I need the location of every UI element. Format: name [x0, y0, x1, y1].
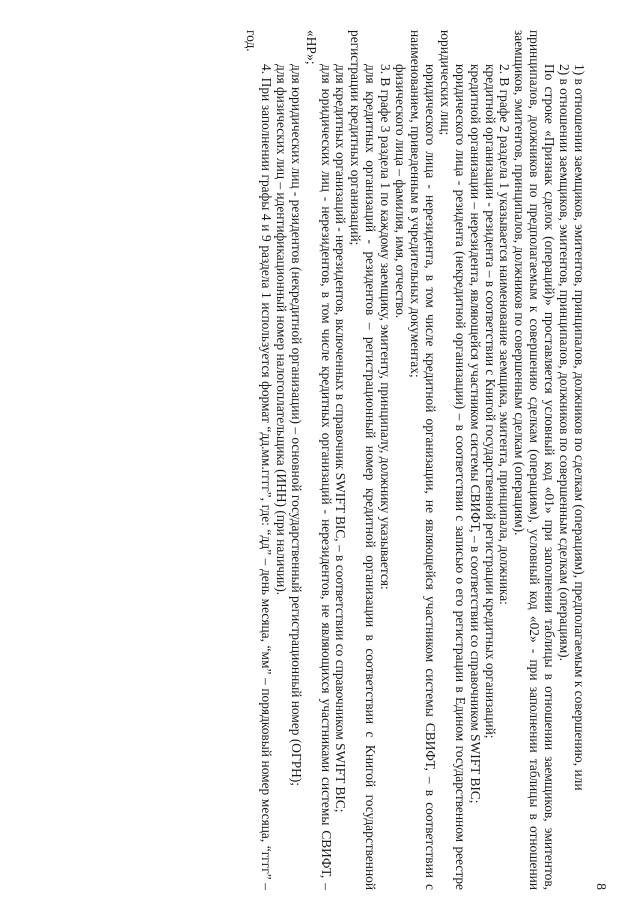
paragraph-9: физического лица – фамилия, имя, отчество. [393, 64, 409, 319]
paragraph-8: юридического лица - нерезидента, в том числе кредитной организации, не являющейся участником системы СВИФТ, – в соответствии с наименованием, приведенным в учредительных документах; [408, 30, 438, 890]
paragraph-2: 2) в отношении заемщиков, эмитентов, принципалов, должников по совершенным сделкам (операциям). [557, 64, 573, 661]
paragraph-5: кредитной организации - резидента – в соответствии с Книгой государственной регистрации кредитных организаций; [482, 64, 498, 739]
paragraph-7: юридического лица - резидента (некредитной организации) – в соответствии с записью о его регистрации в Едином государственном реестре юридических лиц; [437, 30, 468, 890]
paragraph-13: для юридических лиц - нерезидентов, в том числе кредитных организаций - нерезидентов, не являющихся участниками системы СВИФТ, – «НР»; [303, 30, 334, 890]
paragraph-10: 3. В графе 3 раздела 1 по каждому заемщику, эмитенту, принципалу, должнику указывается: [378, 64, 394, 590]
paragraph-14: для юридических лиц - резидентов (некредитной организации) – основной государственный регистрационный номер (ОГРН); [288, 64, 304, 787]
paragraph-3: По строке «Признак сделок (операций)» проставляется условный код «01» при заполнении таблицы в отношении заемщиков, эмитентов, принципалов, должников по предполагаемым к совершению сделкам (операциям), условный код «02» - при заполнении таблицы в отношении заемщиков, эмитентов, принципалов, должников по совершенным сделкам (операциям). [512, 30, 558, 890]
document-body [243, 30, 586, 890]
rotated-page-content [50, 30, 610, 890]
paragraph-4: 2. В графе 2 раздела 1 указывается наименование заемщика, эмитента, принципала, должника: [497, 64, 513, 605]
paragraph-16: 4. При заполнении графы 4 и 9 раздела 1 используется формат “дд.мм.гггг”, где: “дд” – день месяца, “мм” – порядковый номер месяца, “гггг” – год. [244, 30, 274, 890]
paragraph-15: для физических лиц – идентификационный номер налогоплательщика (ИНН) (при наличии). [273, 64, 289, 596]
paragraph-6: кредитной организации – нерезидента, являющейся участником системы СВИФТ, – в соответствии со справочником SWIFT BIC; [467, 64, 483, 804]
paragraph-12: для кредитных организаций - нерезидентов, включенных в справочник SWIFT BIC, – в соответствии со справочником SWIFT BIC; [333, 64, 349, 813]
paragraph-11: для кредитных организаций - резидентов – регистрационный номер кредитной организации в соответствии с Книгой государственной регистрации кредитных организаций; [348, 30, 379, 890]
page-number: 8 [594, 883, 609, 890]
paragraph-1: 1) в отношении заемщиков, эмитентов, принципалов, должников по сделкам (операциям), предполагаемым к совершению, или [572, 64, 587, 791]
